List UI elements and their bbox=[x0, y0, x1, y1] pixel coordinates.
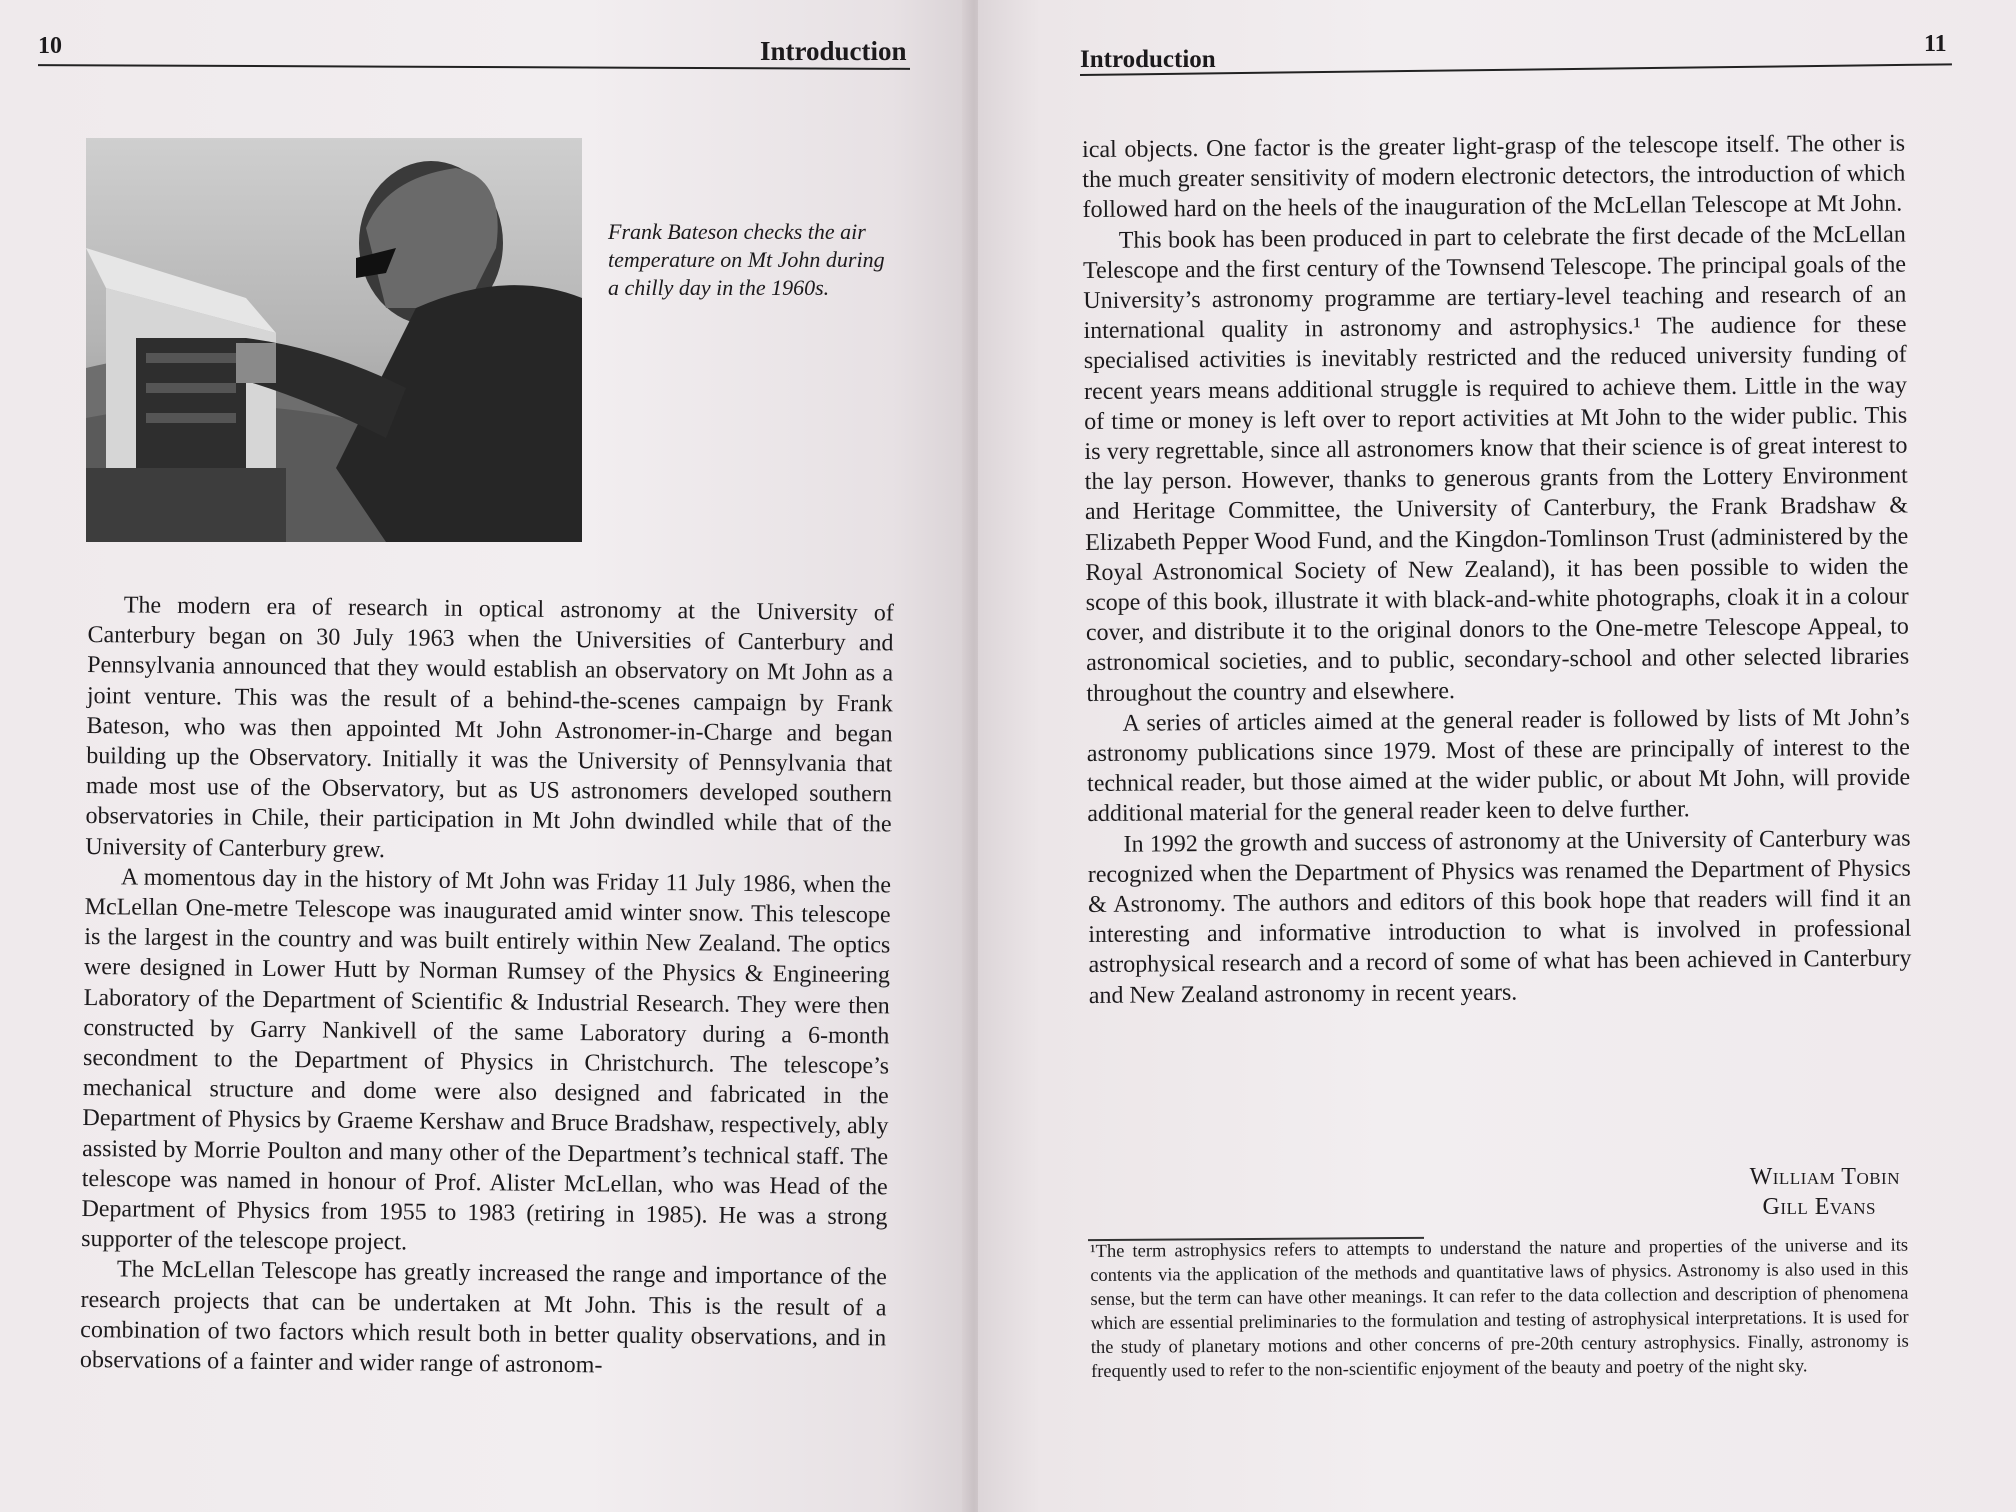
paragraph: A series of articles aimed at the general reader is followed by lists of Mt John’s astronomy publications since 1979. Most of these are principally of interest to the technical reader, but those aimed at the wider public, or about Mt John, will provide additional material for the general reader keen to delve further. bbox=[1086, 704, 1911, 828]
paragraph: The McLellan Telescope has greatly increased the range and importance of the research projects that can be undertaken at Mt John. This is the result of a combination of two factors which result both in better quality observations, and in observations of a fainter and wider range of astronom- bbox=[79, 1256, 887, 1379]
author-signature: Gill Evans bbox=[1762, 1194, 1876, 1220]
photo-caption: Frank Bateson checks the air temperature on Mt John during a chilly day in the 1960s. bbox=[608, 219, 885, 300]
paragraph: In 1992 the growth and success of astronomy at the University of Canterbury was recognized when the Department of Physics was renamed the Department of Physics & Astronomy. The authors and editors of this book hope that readers will find it an interesting and informative introduction to what is involved in professional astrophysical research and a record of some of what has been achieved in Canterbury and New Zealand astronomy in recent years. bbox=[1087, 825, 1912, 1009]
photo-image bbox=[86, 138, 582, 542]
page-number: 10 bbox=[38, 33, 62, 59]
footnote: ¹The term astrophysics refers to attempts to understand the nature and properties of the universe and its contents via the application of the methods and quantitative laws of physics. Astronomy is also used in this sense, but the term can have other meanings. It can refer to the data collection and description of phenomena which are essential preliminaries to the formulation and testing of astrophysical interpretations. It is used for the study of planetary motions and other concerns of pre-20th century astrophysics. Finally, astronomy is frequently used to refer to the non-scientific enjoyment of the beauty and poetry of the night sky. bbox=[1090, 1235, 1909, 1382]
page-number: 11 bbox=[1924, 31, 1947, 57]
left-body-text bbox=[80, 590, 894, 1384]
paragraph: A momentous day in the history of Mt John was Friday 11 July 1986, when the McLellan One-metre Telescope was inaugurated amid winter snow. This telescope is the largest in the country and was built entirely within New Zealand. The optics were designed in Lower Hutt by Norman Rumsey of the Physics & Engineering Laboratory of the Department of Scientific & Industrial Research. They were then constructed by Garry Nankivell of the same Laboratory during a 6-month secondment to the Department of Physics in Christchurch. The telescope’s mechanical structure and dome were also designed and fabricated in the Department of Physics by Graeme Kershaw and Bruce Bradshaw, respectively, ably assisted by Morrie Poulton and many other of the Department’s technical staff. The telescope was named in honour of Prof. Alister McLellan, who was Head of the Department of Physics from 1955 to 1983 (retiring in 1985). He was a strong supporter of the telescope project. bbox=[81, 864, 892, 1256]
right-body-text bbox=[1082, 129, 1912, 1011]
paragraph: ical objects. One factor is the greater light-grasp of the telescope itself. The other is the much greater sensitivity of modern electronic detectors, the introduction of which followed hard on the heels of the inauguration of the McLellan Telescope at Mt John. bbox=[1082, 130, 1906, 224]
author-signature: William Tobin bbox=[1749, 1164, 1900, 1190]
running-head: Introduction bbox=[1080, 46, 1216, 73]
paragraph: The modern era of research in optical astronomy at the University of Canterbury began on 30 July 1963 when the Universities of Canterbury and Pennsylvania announced that they would establish an observatory on Mt John as a joint venture. This was the result of a behind-the-scenes campaign by Frank Bateson, who was then appointed Mt John Astronomer-in-Charge and began building up the Observatory. Initially it was the University of Pennsylvania that made most use of the Observatory, but as US astronomers developed southern observatories in Chile, their participation in Mt John dwindled while that of the University of Canterbury grew. bbox=[85, 592, 894, 863]
photograph bbox=[86, 138, 582, 542]
running-head: Introduction bbox=[760, 36, 907, 66]
paragraph: This book has been produced in part to celebrate the first decade of the McLellan Telescope and the first century of the Townsend Telescope. The principal goals of the University’s astronomy programme are tertiary-level teaching and research of an international quality in astronomy and astrophysics.¹ The audience for these specialised activities is inevitably restricted and the reduced university funding of recent years means additional struggle is required to achieve them. Little in the way of time or money is left over to report activities at Mt John to the wider public. This is very regrettable, since all astronomers know that their science is of great interest to the lay person. However, thanks to generous grants from the Lottery Environment and Heritage Committee, the University of Canterbury, the Frank Bradshaw & Elizabeth Pepper Wood Fund, and the Kingdon-Tomlinson Trust (administered by the Royal Astronomical Society of New Zealand), it has been possible to widen the scope of this book, illustrate it with black-and-white photographs, cloak it in a colour cover, and distribute it to the original donors to the One-metre Telescope Appeal, to astronomical societies, and to public, secondary-school and other selected libraries throughout the country and elsewhere. bbox=[1082, 221, 1910, 707]
left-page bbox=[0, 0, 970, 1512]
